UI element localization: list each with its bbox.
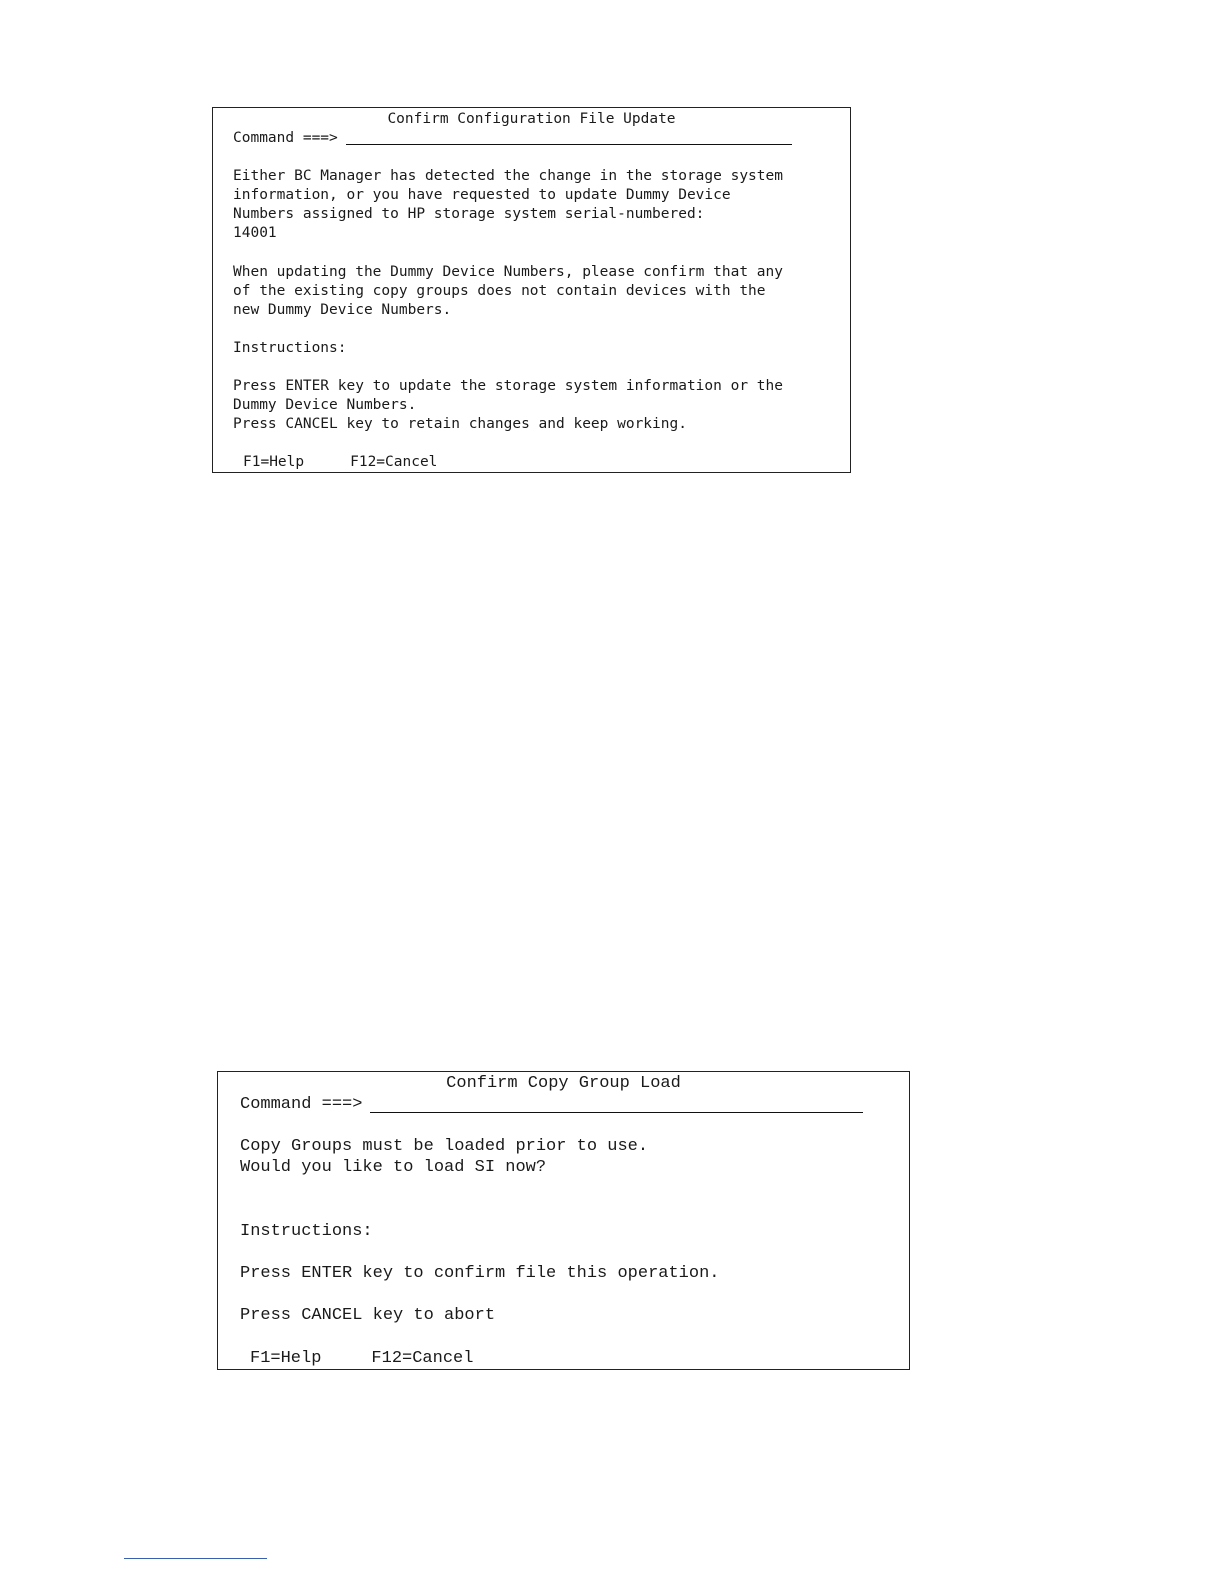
- confirm-configuration-file-update-dialog: [212, 107, 851, 473]
- command-label: Command ===>: [233, 129, 338, 146]
- instructions-heading: Instructions:: [233, 340, 347, 356]
- instructions-heading: Instructions:: [240, 1222, 373, 1241]
- f12-cancel-key[interactable]: F12=Cancel: [371, 1349, 474, 1368]
- message-line: Numbers assigned to HP storage system serial-numbered:: [233, 206, 705, 222]
- f1-help-key[interactable]: F1=Help: [243, 454, 305, 470]
- dialog-title: Confirm Copy Group Load: [446, 1074, 681, 1093]
- footnote-divider: [124, 1558, 267, 1559]
- confirm-copy-group-load-dialog: [217, 1071, 910, 1370]
- f1-help-key[interactable]: F1=Help: [250, 1349, 322, 1368]
- message-line: When updating the Dummy Device Numbers, please confirm that any: [233, 264, 783, 280]
- instruction-line: Press ENTER key to update the storage system information or the: [233, 378, 783, 394]
- message-line: new Dummy Device Numbers.: [233, 302, 452, 318]
- function-key-bar: [243, 455, 437, 470]
- instruction-line: Dummy Device Numbers.: [233, 397, 417, 413]
- command-input[interactable]: [370, 1096, 863, 1113]
- f12-cancel-key[interactable]: F12=Cancel: [350, 454, 438, 470]
- message-line: of the existing copy groups does not contain devices with the: [233, 283, 766, 299]
- dialog-title: Confirm Configuration File Update: [387, 111, 676, 127]
- instruction-line: Press CANCEL key to abort: [240, 1306, 496, 1325]
- message-line: Copy Groups must be loaded prior to use.: [240, 1137, 649, 1156]
- function-key-bar: [250, 1350, 473, 1367]
- command-label: Command ===>: [240, 1095, 363, 1114]
- instruction-line: Press ENTER key to confirm file this operation.: [240, 1264, 720, 1283]
- serial-number: 14001: [233, 225, 277, 241]
- message-line: Either BC Manager has detected the change in the storage system: [233, 168, 783, 184]
- command-row: [233, 130, 792, 145]
- instruction-line: Press CANCEL key to retain changes and keep working.: [233, 416, 687, 432]
- command-row: [240, 1096, 863, 1113]
- command-input[interactable]: [346, 130, 792, 145]
- message-line: information, or you have requested to update Dummy Device: [233, 187, 731, 203]
- message-line: Would you like to load SI now?: [240, 1158, 547, 1177]
